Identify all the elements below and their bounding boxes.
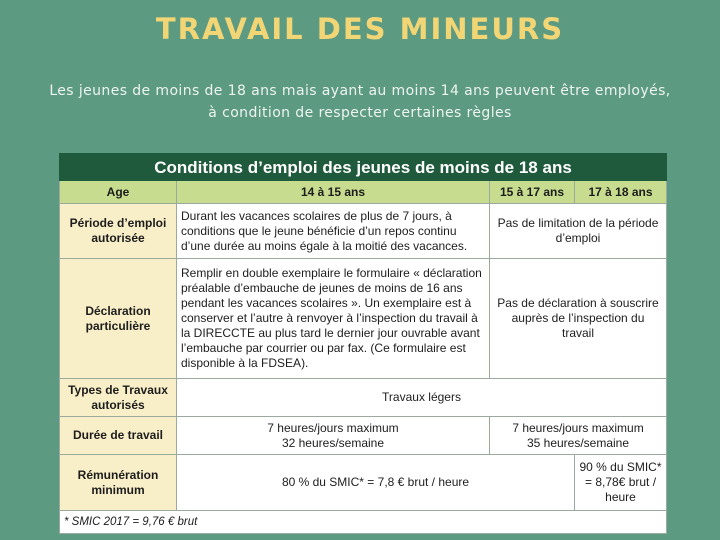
duree-15-18-line-2: 35 heures/semaine <box>526 435 630 450</box>
duree-14-15-line-1: 7 heures/jours maximum <box>267 420 399 435</box>
intro-line-2: à condition de respecter certaines règles <box>208 105 512 121</box>
cell-declaration-14-15: Remplir en double exemplaire le formulaire « déclaration préalable d’embauche de jeunes de moins de 16 ans pendant les vacances scolaires ». Un exemplaire est à conserver et l’autre à renvoyer à l’inspection du travail à la DIRECCTE au plus tard le dernier jour ouvrable avant l’embauche par courrier ou par fax. (Ce formulaire est disponible à la FDSEA). <box>177 259 490 379</box>
row-label-periode: Période d’emploi autorisée <box>60 204 177 259</box>
table-caption: Conditions d’emploi des jeunes de moins de 18 ans <box>60 154 667 181</box>
header-row <box>60 181 667 204</box>
cell-duree-14-15 <box>177 417 490 455</box>
row-label-types: Types de Travaux autorisés <box>60 379 177 417</box>
intro-text <box>40 80 680 124</box>
cell-remuneration-17-18: 90 % du SMIC* = 8,78€ brut / heure <box>575 455 667 511</box>
table-row <box>60 204 667 259</box>
table-row <box>60 379 667 417</box>
cell-declaration-15-18: Pas de déclaration à souscrire auprès de l’inspection du travail <box>490 259 667 379</box>
cell-periode-15-18: Pas de limitation de la période d’emploi <box>490 204 667 259</box>
duree-14-15-line-2: 32 heures/semaine <box>281 435 385 450</box>
intro-line-1: Les jeunes de moins de 18 ans mais ayant au moins 14 ans peuvent être employés, <box>49 83 671 99</box>
page-title: TRAVAIL DES MINEURS <box>155 12 565 46</box>
table-row <box>60 417 667 455</box>
header-14-15: 14 à 15 ans <box>177 181 490 204</box>
header-age: Age <box>60 181 177 204</box>
duree-15-18-line-1: 7 heures/jours maximum <box>512 420 644 435</box>
row-label-duree: Durée de travail <box>60 417 177 455</box>
row-label-declaration: Déclaration particulière <box>60 259 177 379</box>
conditions-table <box>59 153 666 534</box>
cell-types-all: Travaux légers <box>177 379 667 417</box>
header-17-18: 17 à 18 ans <box>575 181 667 204</box>
cell-duree-15-18 <box>490 417 667 455</box>
cell-remuneration-14-17: 80 % du SMIC* = 7,8 € brut / heure <box>177 455 575 511</box>
row-label-remuneration: Rémunération minimum <box>60 455 177 511</box>
table-row <box>60 455 667 511</box>
footnote: * SMIC 2017 = 9,76 € brut <box>60 511 667 534</box>
header-15-17: 15 à 17 ans <box>490 181 575 204</box>
table-row <box>60 259 667 379</box>
cell-periode-14-15: Durant les vacances scolaires de plus de 7 jours, à conditions que le jeune bénéficie d’un repos continu d’une durée au moins égale à la moitié des vacances. <box>177 204 490 259</box>
